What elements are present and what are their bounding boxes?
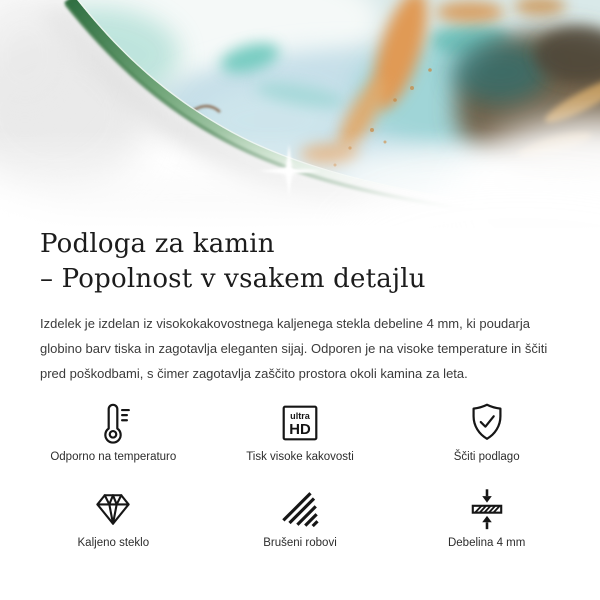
feature-label: Tisk visoke kakovosti [246, 451, 354, 463]
polished-edges-icon [279, 483, 321, 535]
glass-panel-photo [0, 0, 600, 230]
thickness-icon [465, 483, 509, 535]
product-description: Izdelek je izdelan iz visokokakovostnega kaljenega stekla debeline 4 mm, ki poudarja globino barv tiska in zagotavlja eleganten sijaj. Odporen je na visoke temperature in ščiti pred poškodbami, s čimer zagotavlja zaščito prostora okoli kamina za leta. [40, 316, 548, 381]
feature-label: Odporno na temperaturo [50, 451, 177, 463]
section-title-line2: – Popolnost v vsakem detajlu [40, 264, 426, 294]
ultra-hd-icon [277, 397, 323, 449]
feature-label: Debelina 4 mm [447, 537, 526, 549]
feature-item-thickness [393, 483, 580, 556]
shield-check-icon [464, 397, 510, 449]
feature-label: Brušeni robovi [263, 537, 337, 549]
svg-text:ultra: ultra [290, 411, 310, 422]
section-title-line1: Podloga za kamin [40, 229, 275, 259]
svg-text:HD: HD [289, 422, 311, 439]
feature-grid [20, 397, 580, 556]
feature-item-print-quality [207, 397, 394, 470]
feature-item-tempered-glass [20, 483, 207, 556]
feature-label: Kaljeno steklo [77, 537, 150, 549]
feature-item-polished-edges [207, 483, 394, 556]
diamond-icon [91, 483, 135, 535]
feature-item-temperature [20, 397, 207, 470]
thermometer-icon [90, 397, 136, 449]
feature-item-protection [393, 397, 580, 470]
section-title [40, 227, 426, 297]
product-hero-image [0, 0, 600, 230]
feature-label: Ščiti podlago [453, 451, 520, 463]
